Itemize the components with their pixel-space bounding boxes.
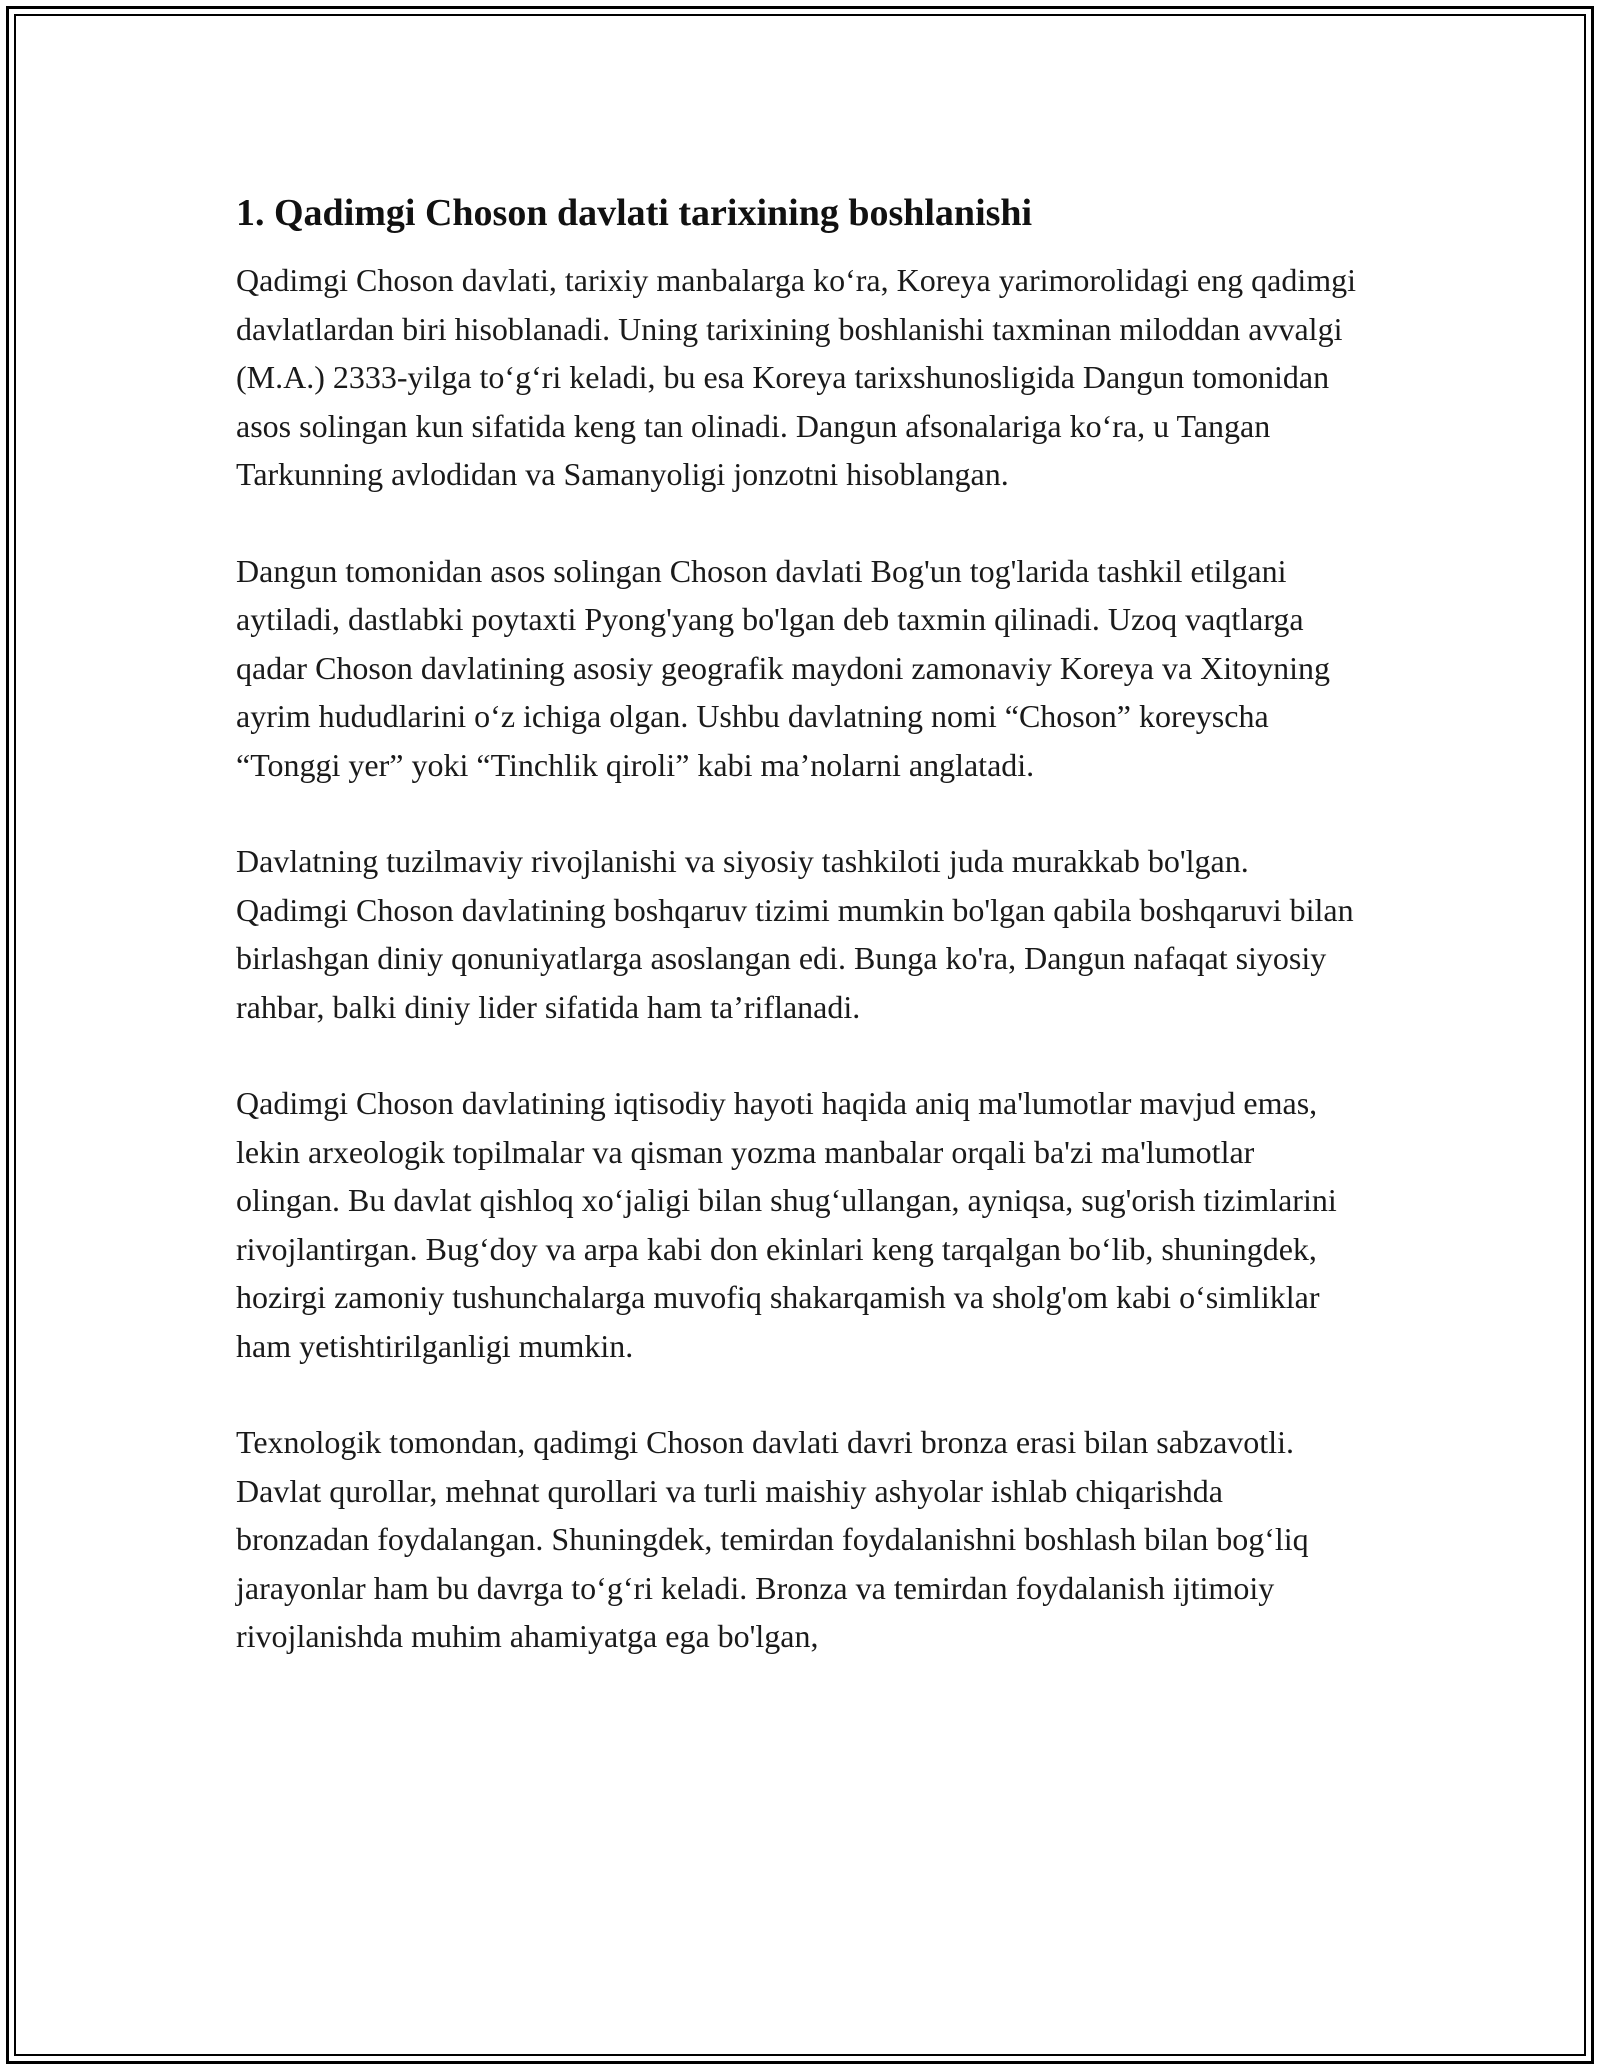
paragraph-2: Dangun tomonidan asos solingan Choson davlati Bog'un tog'larida tashkil etilgani aytiladi, dastlabki poytaxti Pyong'yang bo'lgan deb taxmin qilinadi. Uzoq vaqtlarga qadar Choson davlatining asosiy geografik maydoni zamonaviy Koreya va Xitoyning ayrim hududlarini oʻz ichiga olgan. Ushbu davlatning nomi “Choson” koreyscha “Tonggi yer” yoki “Tinchlik qiroli” kabi ma’nolarni anglatadi. — [236, 552, 1330, 783]
document-body — [236, 188, 1361, 1709]
paragraph-5: Texnologik tomondan, qadimgi Choson davlati davri bronza erasi bilan sabzavotli. Davlat qurollar, mehnat qurollari va turli maishiy ashyolar ishlab chiqarishda bronzadan foydalangan. Shuningdek, temirdan foydalanishni boshlash bilan bogʻliq jarayonlar ham bu davrga toʻgʻri keladi. Bronza va temirdan foydalanish ijtimoiy rivojlanishda muhim ahamiyatga ega bo'lgan, — [236, 1424, 1309, 1654]
page-title: 1. Qadimgi Choson davlati tarixining boshlanishi — [236, 192, 1033, 234]
paragraph-4: Qadimgi Choson davlatining iqtisodiy hayoti haqida aniq ma'lumotlar mavjud emas, lekin arxeologik topilmalar va qisman yozma manbalar orqali ba'zi ma'lumotlar olingan. Bu davlat qishloq xoʻjaligi bilan shugʻullangan, ayniqsa, sug'orish tizimlarini rivojlantirgan. Bugʻdoy va arpa kabi don ekinlari keng tarqalgan boʻlib, shuningdek, hozirgi zamoniy tushunchalarga muvofiq shakarqamish va sholg'om kabi oʻsimliklar ham yetishtirilganligi mumkin. — [236, 1085, 1337, 1364]
paragraph-3: Davlatning tuzilmaviy rivojlanishi va siyosiy tashkiloti juda murakkab bo'lgan. Qadimgi Choson davlatining boshqaruv tizimi mumkin bo'lgan qabila boshqaruvi bilan birlashgan diniy qonuniyatlarga asoslangan edi. Bunga ko'ra, Dangun nafaqat siyosiy rahbar, balki diniy lider sifatida ham ta’riflanadi. — [236, 843, 1354, 1025]
paragraph-1: Qadimgi Choson davlati, tarixiy manbalarga koʻra, Koreya yarimorolidagi eng qadimgi davlatlardan biri hisoblanadi. Uning tarixining boshlanishi taxminan miloddan avvalgi (M.A.) 2333-yilga toʻgʻri keladi, bu esa Koreya tarixshunosligida Dangun tomonidan asos solingan kun sifatida keng tan olinadi. Dangun afsonalariga koʻra, u Tangan Tarkunning avlodidan va Samanyoligi jonzotni hisoblangan. — [236, 262, 1356, 492]
